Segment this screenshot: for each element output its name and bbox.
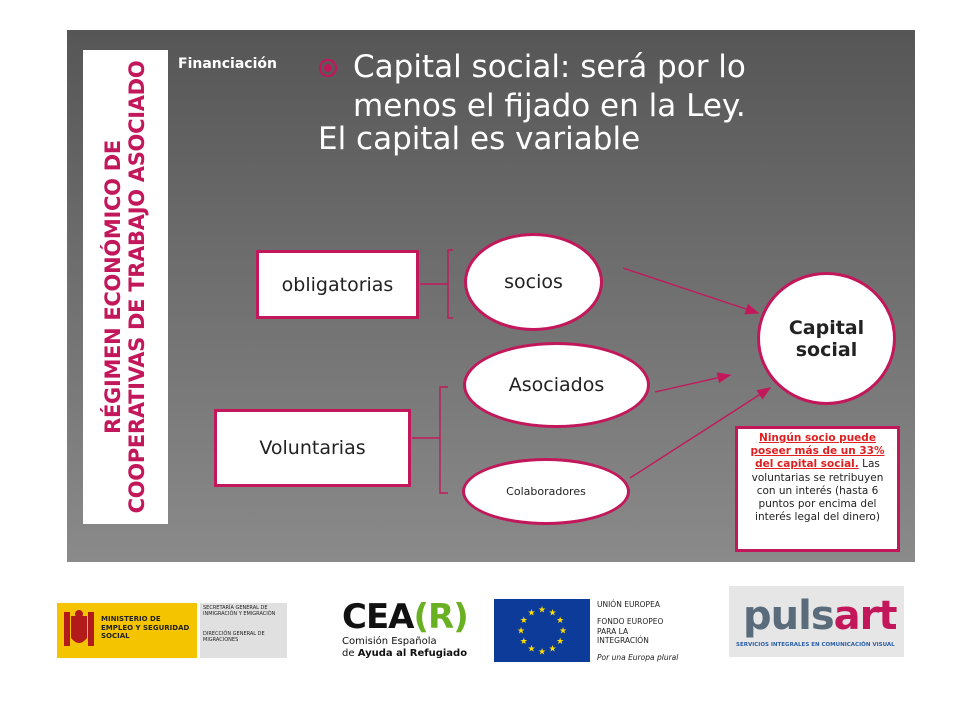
note-warning: Ningún socio puede poseer más de un 33% del capital social. <box>750 432 885 471</box>
eu-star: ★ <box>548 608 557 619</box>
cear-main: CEA <box>342 597 414 637</box>
cear-logo <box>342 597 468 660</box>
pulsart-logo <box>729 586 904 657</box>
note-text: Las voluntarias se retribuyen con un interés (hasta 6 puntos por encima del interés legal del dinero) <box>751 458 884 524</box>
vertical-title: RÉGIMEN ECONÓMICO DE COOPERATIVAS DE TRABAJO ASOCIADO <box>101 60 149 514</box>
eu-star: ★ <box>519 616 528 626</box>
voluntarias-box: Voluntarias <box>214 409 411 487</box>
eu-star: ★ <box>537 605 547 616</box>
capital-social-circle <box>757 272 896 405</box>
pulsart-a: puls <box>743 593 834 639</box>
eu-star: ★ <box>527 608 536 619</box>
ministerio-sec2: DIRECCIÓN GENERAL DE MIGRACIONES <box>203 631 265 643</box>
colaboradores-ellipse: Colaboradores <box>462 458 630 525</box>
eu-star: ★ <box>558 626 568 637</box>
socios-ellipse: socios <box>464 233 603 331</box>
pulsart-b: art <box>833 593 897 639</box>
eu-star: ★ <box>527 644 536 655</box>
eu-line1: UNIÓN EUROPEA <box>597 600 660 609</box>
section-label: Financiación <box>178 56 277 72</box>
ministerio-name: MINISTERIO DE EMPLEO Y SEGURIDAD SOCIAL <box>101 615 190 640</box>
subtitle: El capital es variable <box>318 121 641 157</box>
asociados-ellipse: Asociados <box>463 342 650 428</box>
eu-text <box>597 600 678 662</box>
eu-line3: Por una Europa plural <box>597 653 679 663</box>
capital-social-label: Capital social <box>788 316 865 361</box>
eu-star: ★ <box>519 637 528 647</box>
note-box <box>735 426 900 552</box>
obligatorias-box: obligatorias <box>256 250 419 319</box>
pulsart-tag: SERVICIOS INTEGRALES EN COMUNICACIÓN VISUAL <box>736 642 895 648</box>
eu-star: ★ <box>556 616 565 626</box>
bullet-text: Capital social: será por lo menos el fijado en la Ley. <box>353 49 746 124</box>
eu-star: ★ <box>556 637 565 647</box>
eu-flag <box>494 599 590 662</box>
coat-of-arms-icon <box>61 608 97 653</box>
ministerio-sec1: SECRETARÍA GENERAL DE INMIGRACIÓN Y EMIGRACIÓN <box>203 605 276 617</box>
cear-line1: Comisión Española <box>342 636 437 647</box>
eu-star: ★ <box>548 644 557 655</box>
eu-stars-icon <box>494 599 590 662</box>
cear-line2-bold: Ayuda al Refugiado <box>357 648 468 659</box>
eu-line2: FONDO EUROPEO PARA LA INTEGRACIÓN <box>597 617 664 645</box>
cear-paren: (R) <box>413 597 468 637</box>
ministerio-logo <box>57 603 287 658</box>
cear-line2-pre: de <box>342 648 358 659</box>
eu-star: ★ <box>537 647 547 658</box>
eu-star: ★ <box>516 626 526 637</box>
